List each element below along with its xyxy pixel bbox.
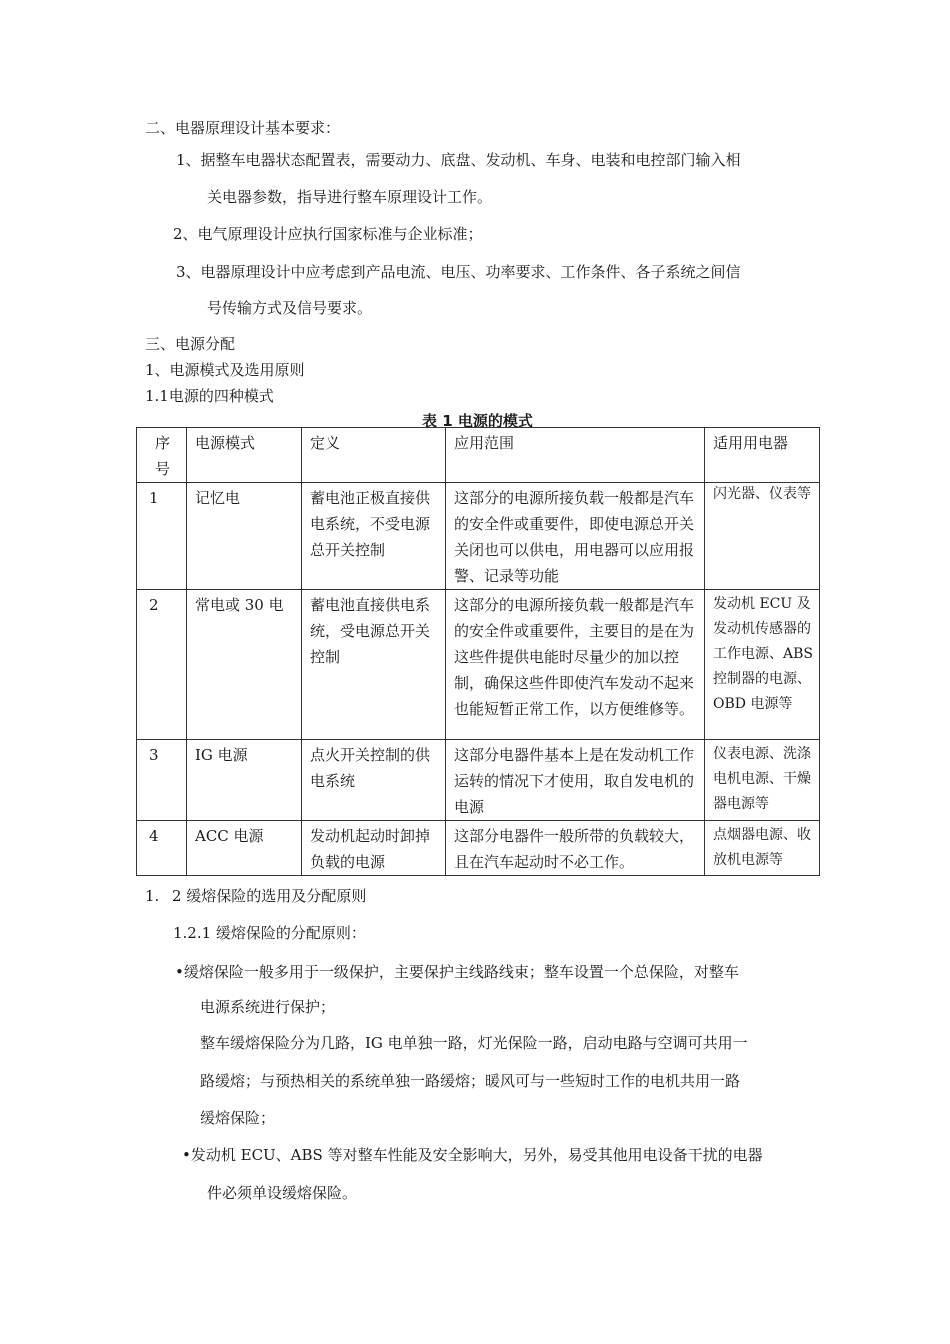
row-scope: 这部分电器件基本上是在发动机工作运转的情况下才使用，取自发电机的电源 [446, 740, 705, 821]
section2-heading: 二、电器原理设计基本要求： [145, 119, 341, 137]
section3-sub11: 1.1电源的四种模式 [145, 387, 274, 405]
row-devices: 闪光器、仪表等 [705, 483, 820, 590]
row-def: 蓄电池正极直接供电系统，不受电源总开关控制 [302, 483, 446, 590]
fuse-heading-number: 1. [145, 887, 160, 905]
row-seq: 1 [137, 483, 187, 590]
table-row [137, 590, 820, 740]
row-def: 蓄电池直接供电系统，受电源总开关控制 [302, 590, 446, 740]
table-row [137, 821, 820, 876]
row-scope: 这部分电器件一般所带的负载较大，且在汽车起动时不必工作。 [446, 821, 705, 876]
section3-sub1: 1、电源模式及选用原则 [145, 361, 305, 379]
row-devices: 仪表电源、洗涤电机电源、干燥器电源等 [705, 740, 820, 821]
fuse-bullet1-line1: •缓熔保险一般多用于一级保护，主要保护主线路线束；整车设置一个总保险，对整车 [175, 963, 739, 981]
section3-heading: 三、电源分配 [145, 335, 236, 353]
header-devices: 适用用电器 [705, 428, 820, 483]
row-seq: 3 [137, 740, 187, 821]
row-devices: 发动机 ECU 及发动机传感器的工作电源、ABS 控制器的电源、OBD 电源等 [705, 590, 820, 740]
table-row [137, 483, 820, 590]
row-mode: 常电或 30 电 [187, 590, 302, 740]
row-scope: 这部分的电源所接负载一般都是汽车的安全件或重要件，主要目的是在为这些件提供电能时尽量少的加以控制，确保这些件即使汽车发动不起来也能短暂正常工作，以方便维修等。 [446, 590, 705, 740]
section2-item2: 2、电气原理设计应执行国家标准与企业标准； [173, 225, 483, 243]
header-scope: 应用范围 [446, 428, 705, 483]
row-scope: 这部分的电源所接负载一般都是汽车的安全件或重要件，即使电源总开关关闭也可以供电，用电器可以应用报警、记录等功能 [446, 483, 705, 590]
fuse-heading: 2 缓熔保险的选用及分配原则 [172, 887, 367, 905]
fuse-bullet2-line2: 件必须单设缓熔保险。 [207, 1184, 358, 1202]
row-mode: 记忆电 [187, 483, 302, 590]
section2-item3-line1: 3、电器原理设计中应考虑到产品电流、电压、功率要求、工作条件、各子系统之间信 [176, 263, 741, 281]
row-seq: 4 [137, 821, 187, 876]
section2-item1-line2: 关电器参数，指导进行整车原理设计工作。 [207, 188, 493, 206]
header-def: 定义 [302, 428, 446, 483]
fuse-bullet1-line2: 电源系统进行保护； [200, 998, 336, 1016]
power-modes-table [136, 427, 820, 876]
row-seq: 2 [137, 590, 187, 740]
row-devices: 点烟器电源、收放机电源等 [705, 821, 820, 876]
fuse-subheading: 1.2.1 缓熔保险的分配原则： [173, 924, 366, 942]
fuse-paragraph-line1: 整车缓熔保险分为几路，IG 电单独一路，灯光保险一路，启动电路与空调可共用一 [200, 1034, 748, 1052]
section2-item1-line1: 1、据整车电器状态配置表，需要动力、底盘、发动机、车身、电装和电控部门输入相 [176, 151, 741, 169]
fuse-bullet2-line1: •发动机 ECU、ABS 等对整车性能及安全影响大，另外，易受其他用电设备干扰的电器 [182, 1146, 763, 1164]
section2-item3-line2: 号传输方式及信号要求。 [207, 299, 373, 317]
header-seq: 序号 [137, 428, 187, 483]
fuse-paragraph-line3: 缓熔保险； [200, 1109, 276, 1127]
table-caption: 表 1 电源的模式 [422, 412, 533, 430]
row-mode: IG 电源 [187, 740, 302, 821]
row-mode: ACC 电源 [187, 821, 302, 876]
header-mode: 电源模式 [187, 428, 302, 483]
table-header-row [137, 428, 820, 483]
row-def: 发动机起动时卸掉负载的电源 [302, 821, 446, 876]
row-def: 点火开关控制的供电系统 [302, 740, 446, 821]
table-row [137, 740, 820, 821]
fuse-paragraph-line2: 路缓熔；与预热相关的系统单独一路缓熔；暖风可与一些短时工作的电机共用一路 [200, 1072, 741, 1090]
